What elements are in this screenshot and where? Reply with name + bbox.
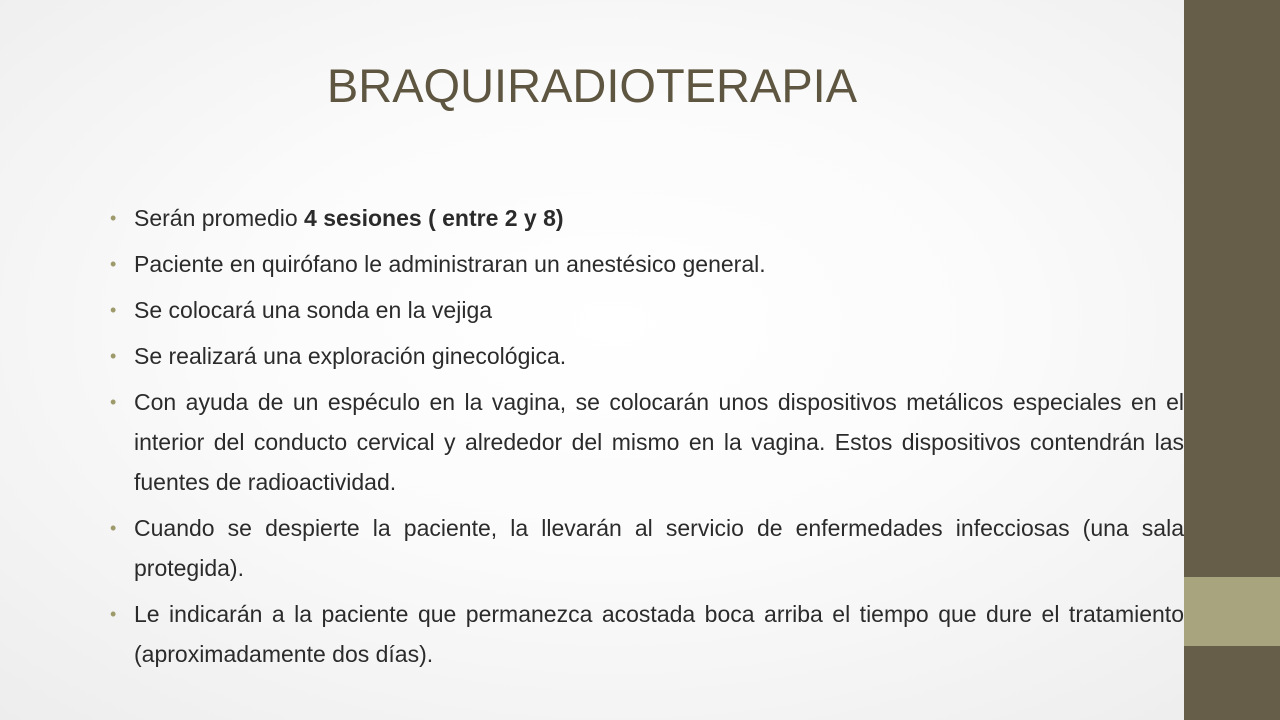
bullet-item-devices: [110, 382, 1184, 502]
bullet-item-recovery: [110, 508, 1184, 588]
bullet-text: Paciente en quirófano le administraran un anestésico general.: [134, 251, 766, 277]
bullet-text: Se colocará una sonda en la vejiga: [134, 297, 493, 323]
bullet-text: Cuando se despierte la paciente, la llevarán al servicio de enfermedades infecciosas (una sala protegida).: [134, 515, 1184, 581]
bullet-dot-icon: •: [110, 346, 117, 366]
bullet-dot-icon: •: [110, 254, 117, 274]
bullet-text: Serán promedio: [134, 205, 305, 231]
bullet-dot-icon: •: [110, 300, 117, 320]
bullet-text: Le indicarán a la paciente que permanezca acostada boca arriba el tiempo que dure el tratamiento (aproximadamente dos días).: [134, 601, 1184, 667]
bullet-list: [110, 198, 1184, 674]
bullet-item-exploration: [110, 336, 1184, 376]
bullet-text: Se realizará una exploración ginecológica.: [134, 343, 567, 369]
bullet-item-sessions: [110, 198, 1184, 238]
bullet-item-anesthesia: [110, 244, 1184, 284]
bullet-dot-icon: •: [110, 208, 117, 228]
bullet-text-bold: 4 sesiones ( entre 2 y 8): [304, 205, 564, 231]
side-band-accent: [1184, 577, 1280, 646]
bullet-item-catheter: [110, 290, 1184, 330]
bullet-dot-icon: •: [110, 518, 117, 538]
bullet-dot-icon: •: [110, 392, 117, 412]
bullet-item-rest: [110, 594, 1184, 674]
slide-title: BRAQUIRADIOTERAPIA: [326, 59, 858, 112]
bullet-text: Con ayuda de un espéculo en la vagina, se colocarán unos dispositivos metálicos especiales en el interior del conducto cervical y alrededor del mismo en la vagina. Estos dispositivos contendrán las fuentes de radioactividad.: [134, 389, 1184, 495]
bullet-dot-icon: •: [110, 604, 117, 624]
